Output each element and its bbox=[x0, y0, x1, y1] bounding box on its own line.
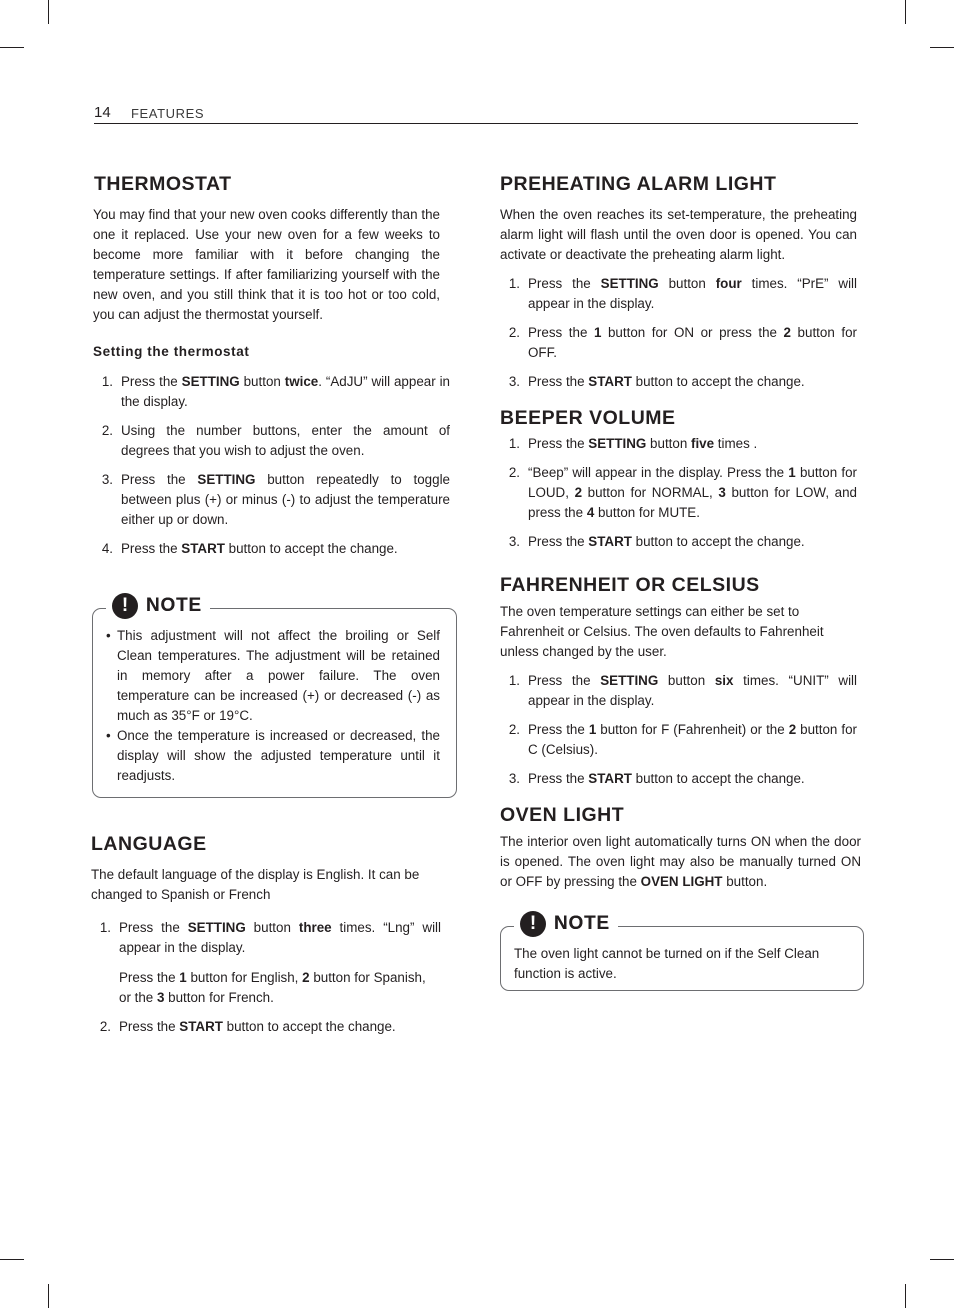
emphasized-term: three bbox=[298, 920, 332, 935]
preheating-section bbox=[500, 172, 857, 401]
step-number: 2. bbox=[99, 1019, 111, 1034]
exclamation-icon: ! bbox=[112, 593, 138, 619]
crop-mark bbox=[48, 0, 49, 24]
preheating-title: PREHEATING ALARM LIGHT bbox=[500, 173, 777, 195]
emphasized-term: SETTING bbox=[600, 673, 659, 688]
step-number: 1. bbox=[508, 276, 520, 291]
oven-light-intro: The interior oven light automatically turns ON when the door is opened. The oven light may also be manually turned ON or OFF by pressing the OVEN LIGHT button. bbox=[500, 834, 861, 889]
step-number: 3. bbox=[508, 534, 520, 549]
language-steps bbox=[91, 918, 441, 1037]
beeper-section bbox=[500, 406, 857, 561]
step-text: Press the SETTING button twice. “AdJU” will appear in the display. bbox=[121, 374, 451, 409]
emphasized-term: SETTING bbox=[187, 920, 246, 935]
step-number: 2. bbox=[508, 325, 520, 340]
thermostat-section bbox=[94, 172, 440, 325]
emphasized-term: SETTING bbox=[588, 436, 647, 451]
list-item bbox=[500, 463, 857, 523]
list-item bbox=[91, 918, 441, 1008]
step-number: 3. bbox=[101, 472, 113, 487]
crop-mark bbox=[905, 1284, 906, 1308]
step-text: Press the START button to accept the change. bbox=[528, 374, 805, 389]
preheating-steps bbox=[500, 274, 857, 392]
emphasized-term: six bbox=[714, 673, 734, 688]
emphasized-term: 2 bbox=[788, 722, 797, 737]
page-number: 14 bbox=[94, 104, 111, 121]
crop-mark bbox=[930, 1259, 954, 1260]
list-item bbox=[93, 421, 450, 461]
fahrenheit-steps bbox=[500, 671, 857, 789]
step-text: “Beep” will appear in the display. Press the 1 button for LOUD, 2 button for NORMAL, 3 button for LOW, and press the 4 button for MUTE. bbox=[528, 465, 858, 520]
step-number: 2. bbox=[101, 423, 113, 438]
crop-mark bbox=[905, 0, 906, 24]
step-number: 3. bbox=[508, 374, 520, 389]
beeper-title: BEEPER VOLUME bbox=[500, 407, 676, 429]
step-number: 1. bbox=[508, 673, 520, 688]
thermostat-steps-section bbox=[93, 342, 450, 568]
step-text: Using the number buttons, enter the amount of degrees that you wish to adjust the oven. bbox=[121, 423, 450, 458]
step-text: Press the SETTING button four times. “PrE” will appear in the display. bbox=[528, 276, 857, 311]
fahrenheit-section bbox=[500, 573, 857, 798]
emphasized-term: START bbox=[181, 541, 225, 556]
note-body bbox=[106, 626, 440, 786]
step-number: 1. bbox=[508, 436, 520, 451]
list-item bbox=[500, 671, 857, 711]
list-item bbox=[500, 720, 857, 760]
emphasized-term: 1 bbox=[788, 465, 796, 480]
step-subtext: Press the 1 button for English, 2 button for Spanish, or the 3 button for French. bbox=[119, 970, 426, 1005]
language-title: LANGUAGE bbox=[91, 833, 207, 855]
step-text: Press the SETTING button repeatedly to toggle between plus (+) or minus (-) to adjust the temperature either up or down. bbox=[121, 472, 450, 527]
oven-light-title: OVEN LIGHT bbox=[500, 804, 625, 826]
step-text: Press the 1 button for F (Fahrenheit) or the 2 button for C (Celsius). bbox=[528, 722, 857, 757]
emphasized-term: OVEN LIGHT bbox=[640, 874, 723, 889]
list-item bbox=[91, 1017, 441, 1037]
thermostat-steps bbox=[93, 372, 450, 559]
emphasized-term: 3 bbox=[718, 485, 726, 500]
crop-mark bbox=[930, 47, 954, 48]
emphasized-term: SETTING bbox=[600, 276, 659, 291]
list-item bbox=[500, 434, 857, 454]
emphasized-term: START bbox=[588, 534, 632, 549]
emphasized-term: SETTING bbox=[197, 472, 256, 487]
note-header bbox=[106, 591, 210, 621]
note-header bbox=[514, 909, 618, 939]
list-item bbox=[500, 532, 857, 552]
list-item bbox=[106, 626, 440, 726]
emphasized-term: four bbox=[715, 276, 742, 291]
list-item bbox=[93, 372, 450, 412]
language-section bbox=[91, 832, 441, 1046]
section-name: FEATURES bbox=[131, 106, 205, 121]
step-text: Press the START button to accept the change. bbox=[119, 1019, 396, 1034]
oven-light-section bbox=[500, 803, 861, 892]
step-number: 3. bbox=[508, 771, 520, 786]
emphasized-term: 1 bbox=[179, 970, 187, 985]
emphasized-term: START bbox=[179, 1019, 223, 1034]
emphasized-term: 3 bbox=[156, 990, 165, 1005]
beeper-steps bbox=[500, 434, 857, 552]
list-item bbox=[500, 323, 857, 363]
list-item bbox=[93, 539, 450, 559]
crop-mark bbox=[48, 1284, 49, 1308]
crop-mark bbox=[0, 47, 24, 48]
emphasized-term: twice bbox=[284, 374, 319, 389]
step-text: Press the SETTING button six times. “UNIT” will appear in the display. bbox=[528, 673, 857, 708]
step-text: Press the START button to accept the change. bbox=[121, 541, 398, 556]
note-title: NOTE bbox=[146, 595, 202, 616]
step-number: 2. bbox=[508, 722, 520, 737]
list-item bbox=[500, 274, 857, 314]
emphasized-term: 1 bbox=[588, 722, 597, 737]
list-item bbox=[500, 769, 857, 789]
note-text: The oven light cannot be turned on if the Self Clean function is active. bbox=[514, 946, 820, 981]
thermostat-title: THERMOSTAT bbox=[94, 173, 232, 195]
emphasized-term: SETTING bbox=[181, 374, 240, 389]
step-text: Press the 1 button for ON or press the 2 button for OFF. bbox=[528, 325, 857, 360]
step-number: 1. bbox=[101, 374, 113, 389]
emphasized-term: 2 bbox=[574, 485, 583, 500]
preheating-intro: When the oven reaches its set-temperature, the preheating alarm light will flash until the oven door is opened. You can activate or deactivate the preheating alarm light. bbox=[500, 207, 857, 262]
note-bullet-text: Once the temperature is increased or decreased, the display will show the adjusted temperature until it readjusts. bbox=[117, 728, 440, 783]
step-text: Press the SETTING button three times. “Lng” will appear in the display. bbox=[119, 920, 441, 955]
emphasized-term: START bbox=[588, 771, 632, 786]
step-number: 4. bbox=[101, 541, 113, 556]
note-bullets bbox=[106, 626, 440, 786]
emphasized-term: 1 bbox=[593, 325, 602, 340]
step-text: Press the SETTING button five times . bbox=[528, 436, 758, 451]
page-header bbox=[94, 103, 858, 124]
fahrenheit-intro: The oven temperature settings can either be set to Fahrenheit or Celsius. The oven defaults to Fahrenheit unless changed by the user. bbox=[500, 604, 824, 659]
step-text: Press the START button to accept the change. bbox=[528, 534, 805, 549]
list-item bbox=[500, 372, 857, 392]
emphasized-term: 2 bbox=[302, 970, 310, 985]
emphasized-term: 4 bbox=[586, 505, 595, 520]
note-body bbox=[514, 944, 854, 984]
bullet-icon: • bbox=[106, 628, 111, 643]
exclamation-icon: ! bbox=[520, 911, 546, 937]
crop-mark bbox=[0, 1259, 24, 1260]
fahrenheit-title: FAHRENHEIT OR CELSIUS bbox=[500, 574, 760, 596]
list-item bbox=[93, 470, 450, 530]
emphasized-term: START bbox=[588, 374, 632, 389]
note-bullet-text: This adjustment will not affect the broiling or Self Clean temperatures. The adjustment will be retained in memory after a power failure. The oven temperature can be increased (+) or decreased (-) as much as 35°F or 19°C. bbox=[117, 628, 440, 723]
list-item bbox=[106, 726, 440, 786]
bullet-icon: • bbox=[106, 728, 111, 743]
note-title: NOTE bbox=[554, 913, 610, 934]
step-text: Press the START button to accept the change. bbox=[528, 771, 805, 786]
step-number: 2. bbox=[508, 465, 520, 480]
language-intro: The default language of the display is English. It can be changed to Spanish or French bbox=[91, 867, 420, 902]
emphasized-term: 2 bbox=[783, 325, 791, 340]
step-number: 1. bbox=[99, 920, 111, 935]
thermostat-intro: You may find that your new oven cooks differently than the one it replaced. Use your new oven for a few weeks to become more familiar with it before changing the temperature settings. If after familiarizing yourself with the new oven, and you still think that it is too hot or too cold, you can adjust the thermostat yourself. bbox=[93, 207, 440, 322]
thermostat-subtitle: Setting the thermostat bbox=[93, 344, 250, 359]
emphasized-term: five bbox=[691, 436, 715, 451]
